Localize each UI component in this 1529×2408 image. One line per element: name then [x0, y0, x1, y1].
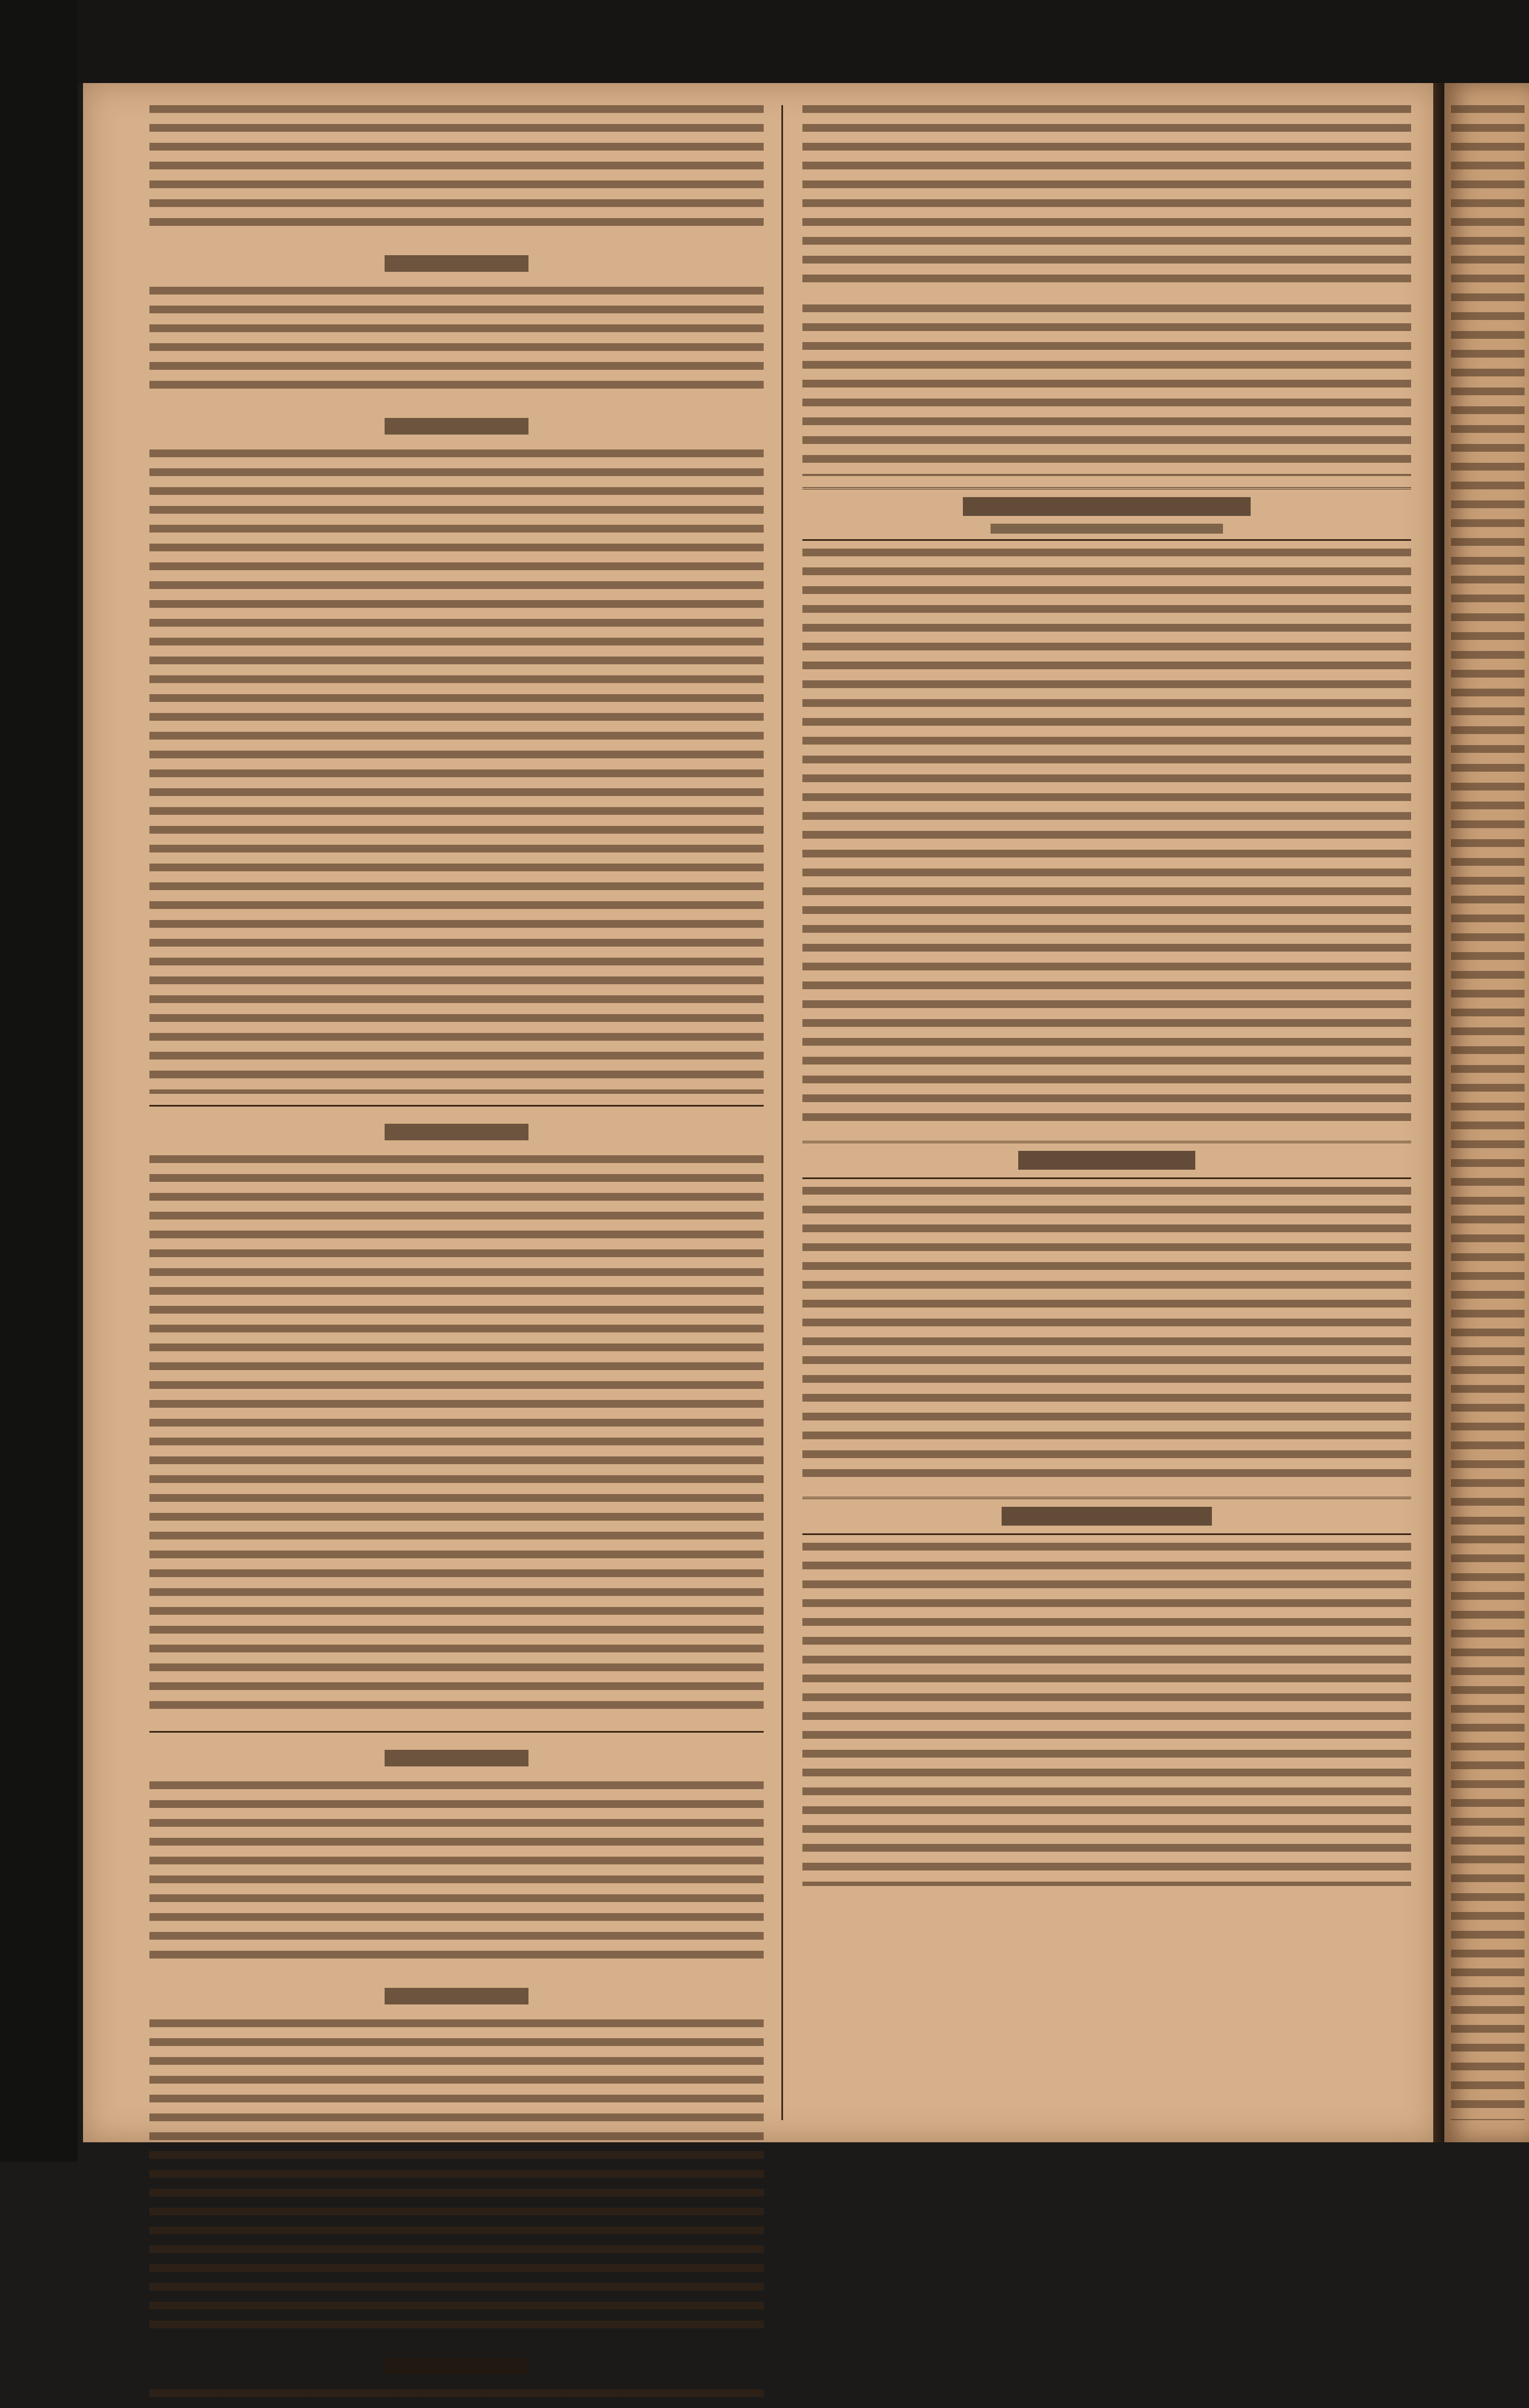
miscellany-heading — [802, 1497, 1411, 1535]
section-heading — [149, 2350, 764, 2380]
article-text — [149, 2019, 764, 2339]
section-heading — [149, 1743, 764, 1773]
local-news-text — [802, 1187, 1411, 1486]
column-rule — [781, 105, 783, 2120]
section-divider — [149, 1105, 764, 1107]
left-column — [149, 105, 764, 2120]
scan-border-top — [0, 0, 1529, 83]
article-text — [802, 105, 1411, 293]
article-text — [149, 2389, 764, 2408]
section-heading — [149, 248, 764, 278]
newspaper-page — [83, 83, 1439, 2142]
section-heading — [149, 1117, 764, 1146]
article-text — [149, 287, 764, 400]
right-column — [802, 105, 1411, 2120]
miscellany-text — [802, 1543, 1411, 1886]
telegrams-heading — [802, 487, 1411, 541]
adjacent-page-edge — [1444, 83, 1529, 2142]
adjacent-page-text — [1451, 105, 1525, 2120]
local-news-heading — [802, 1141, 1411, 1179]
scan-border-left — [0, 0, 77, 2162]
section-heading — [149, 411, 764, 441]
article-text — [802, 304, 1411, 476]
article-text — [149, 1155, 764, 1720]
section-divider — [149, 1731, 764, 1733]
article-text — [149, 1781, 764, 1970]
article-text — [149, 105, 764, 237]
telegram-text — [802, 549, 1411, 1130]
section-heading — [149, 1981, 764, 2011]
article-text — [149, 449, 764, 1094]
